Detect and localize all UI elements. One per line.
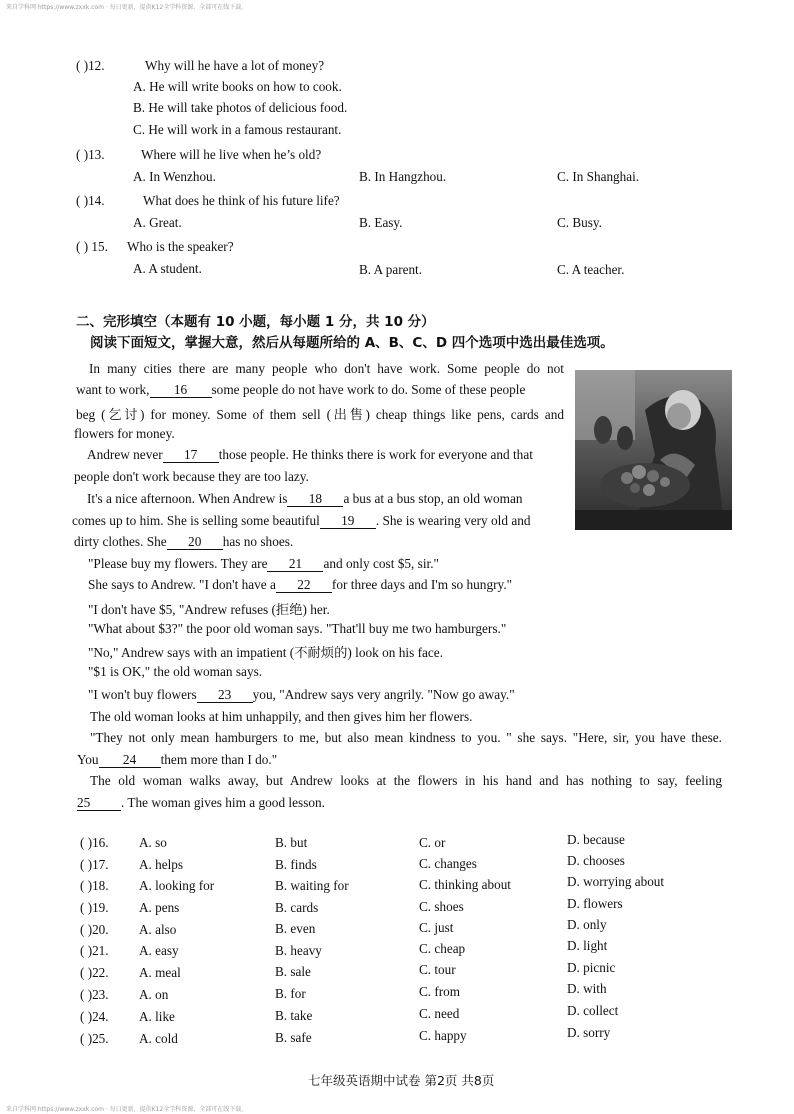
passage-text: you, "Andrew says very angrily. "Now go away." [252, 687, 515, 702]
question-number: ( )17. [80, 857, 109, 872]
option-b: B. A parent. [359, 262, 422, 277]
option-b: B. heavy [275, 943, 322, 958]
question-text: Why will he have a lot of money? [145, 58, 325, 73]
option-d: D. light [567, 938, 608, 953]
option-d: D. sorry [567, 1025, 611, 1040]
passage-text: a bus at a bus stop, an old woman [343, 491, 523, 506]
passage-text: them more than I do." [160, 752, 278, 767]
option-a: A. meal [139, 965, 181, 980]
option-c: C. Busy. [557, 215, 602, 230]
option-c: C. A teacher. [557, 262, 625, 277]
page-footer: 七年级英语期中试卷 第2页 共8页 [308, 1073, 495, 1088]
passage-line: "$1 is OK," the old woman says. [88, 664, 263, 679]
option-a: A. so [139, 835, 167, 850]
option-c: C. tour [419, 962, 456, 977]
passage-text: dirty clothes. She [74, 534, 167, 549]
passage-line [74, 534, 293, 550]
passage-line: "They not only mean hamburgers to me, but also mean kindness to you. " she says. "Here, sir, you have these. [90, 730, 722, 745]
option-b: B. but [275, 835, 308, 850]
option-c: C. happy [419, 1028, 467, 1043]
passage-line [72, 513, 531, 529]
option-a: A. Great. [133, 215, 182, 230]
option-d: D. with [567, 981, 607, 996]
option-d: D. because [567, 832, 625, 847]
passage-text: She says to Andrew. "I don't have a [88, 577, 276, 592]
question-number: ( ) 15. [76, 239, 108, 254]
option-c: C. He will work in a famous restaurant. [133, 122, 342, 137]
blank-25: 25 [77, 796, 121, 811]
question-text: Who is the speaker? [127, 239, 234, 254]
blank-20: 20 [167, 535, 223, 550]
option-c: C. from [419, 984, 461, 999]
passage-line [87, 491, 523, 507]
blank-24: 24 [99, 753, 161, 768]
passage-line [88, 577, 512, 593]
blank-21: 21 [267, 557, 323, 572]
question-number: ( )14. [76, 193, 105, 208]
option-d: D. worrying about [567, 874, 665, 889]
passage-line [76, 382, 525, 398]
passage-line: The old woman walks away, but Andrew looks at the flowers in his hand and has nothing to say, feeling [90, 773, 722, 788]
blank-22: 22 [276, 578, 332, 593]
option-a: A. A student. [133, 261, 202, 276]
blank-17: 17 [163, 448, 219, 463]
passage-text: want to work, [76, 382, 150, 397]
question-number: ( )12. [76, 58, 105, 73]
blank-16: 16 [150, 383, 212, 398]
option-b: B. for [275, 986, 306, 1001]
question-number: ( )19. [80, 900, 109, 915]
option-d: D. flowers [567, 896, 623, 911]
option-c: C. shoes [419, 899, 464, 914]
section-title: 二、完形填空（本题有 10 小题，每小题 1 分，共 10 分） [76, 314, 435, 330]
passage-text: "Please buy my flowers. They are [88, 556, 268, 571]
passage-line [87, 447, 533, 463]
option-a: A. In Wenzhou. [133, 169, 216, 184]
passage-text: some people do not have work to do. Some of these people [211, 382, 526, 397]
option-b: B. cards [275, 900, 319, 915]
passage-text: It's a nice afternoon. When Andrew is [87, 491, 288, 506]
blank-18: 18 [287, 492, 343, 507]
option-c: C. changes [419, 856, 477, 871]
option-b: B. In Hangzhou. [359, 169, 447, 184]
passage-line [77, 752, 277, 768]
passage-text: comes up to him. She is selling some beautiful [72, 513, 320, 528]
passage-text: . The woman gives him a good lesson. [121, 795, 325, 810]
question-number: ( )18. [80, 878, 109, 893]
option-a: A. looking for [139, 878, 215, 893]
passage-line: people don't work because they are too lazy. [74, 469, 309, 484]
passage-line: beg (乞讨) for money. Some of them sell (出售) cheap things like pens, cards and [76, 407, 564, 422]
question-number: ( )16. [80, 835, 109, 850]
option-b: B. He will take photos of delicious food. [133, 100, 348, 115]
passage-text: those people. He thinks there is work for everyone and that [218, 447, 533, 462]
option-a: A. helps [139, 857, 183, 872]
passage-line: "What about $3?" the poor old woman says. "That'll buy me two hamburgers." [88, 621, 507, 636]
passage-text: and only cost $5, sir." [323, 556, 439, 571]
question-number: ( )22. [80, 965, 109, 980]
passage-line: The old woman looks at him unhappily, and then gives him her flowers. [90, 709, 473, 724]
option-b: B. safe [275, 1030, 312, 1045]
passage-line [77, 795, 325, 811]
question-number: ( )20. [80, 922, 109, 937]
question-number: ( )25. [80, 1031, 109, 1046]
question-text: What does he think of his future life? [143, 193, 340, 208]
option-b: B. even [275, 921, 316, 936]
option-a: A. pens [139, 900, 180, 915]
passage-text: for three days and I'm so hungry." [331, 577, 513, 592]
question-text: Where will he live when he’s old? [141, 147, 322, 162]
old-woman-selling-flowers-image [575, 370, 732, 530]
option-c: C. need [419, 1006, 460, 1021]
header-watermark: 来自学科网 https://www.zxxk.com · 每日更新，提供K12全学科资源，全部可在线下载。 [6, 4, 248, 11]
option-d: D. chooses [567, 853, 625, 868]
passage-line: In many cities there are many people who don't have work. Some people do not [89, 361, 564, 376]
option-d: D. only [567, 917, 607, 932]
passage-line [88, 687, 515, 703]
passage-line: "No," Andrew says with an impatient (不耐烦的) look on his face. [88, 645, 444, 660]
option-c: C. cheap [419, 941, 466, 956]
passage-text: "I won't buy flowers [88, 687, 197, 702]
option-a: A. on [139, 987, 169, 1002]
option-a: A. like [139, 1009, 175, 1024]
option-a: A. He will write books on how to cook. [133, 79, 342, 94]
option-c: C. In Shanghai. [557, 169, 640, 184]
passage-text: has no shoes. [222, 534, 294, 549]
passage-text: . She is wearing very old and [375, 513, 531, 528]
question-number: ( )13. [76, 147, 105, 162]
option-b: B. waiting for [275, 878, 349, 893]
passage-line: "I don't have $5, "Andrew refuses (拒绝) her. [88, 602, 330, 617]
option-a: A. also [139, 922, 177, 937]
passage-line: flowers for money. [74, 426, 175, 441]
question-number: ( )23. [80, 987, 109, 1002]
section-instruction: 阅读下面短文，掌握大意，然后从每题所给的 A、B、C、D 四个选项中选出最佳选项。 [90, 335, 614, 351]
option-b: B. Easy. [359, 215, 403, 230]
option-b: B. finds [275, 857, 317, 872]
passage-text: Andrew never [87, 447, 163, 462]
passage-photo [575, 370, 732, 530]
option-c: C. or [419, 835, 446, 850]
option-a: A. cold [139, 1031, 178, 1046]
option-c: C. thinking about [419, 877, 511, 892]
option-b: B. sale [275, 964, 311, 979]
question-number: ( )21. [80, 943, 109, 958]
question-number: ( )24. [80, 1009, 109, 1024]
option-c: C. just [419, 920, 454, 935]
option-d: D. picnic [567, 960, 616, 975]
passage-line [88, 556, 439, 572]
option-d: D. collect [567, 1003, 619, 1018]
passage-text: You [77, 752, 99, 767]
footer-watermark: 来自学科网 https://www.zxxk.com · 每日更新，提供K12全学科资源，全部可在线下载。 [6, 1106, 248, 1113]
blank-19: 19 [320, 514, 376, 529]
blank-23: 23 [197, 688, 253, 703]
option-b: B. take [275, 1008, 313, 1023]
option-a: A. easy [139, 943, 179, 958]
